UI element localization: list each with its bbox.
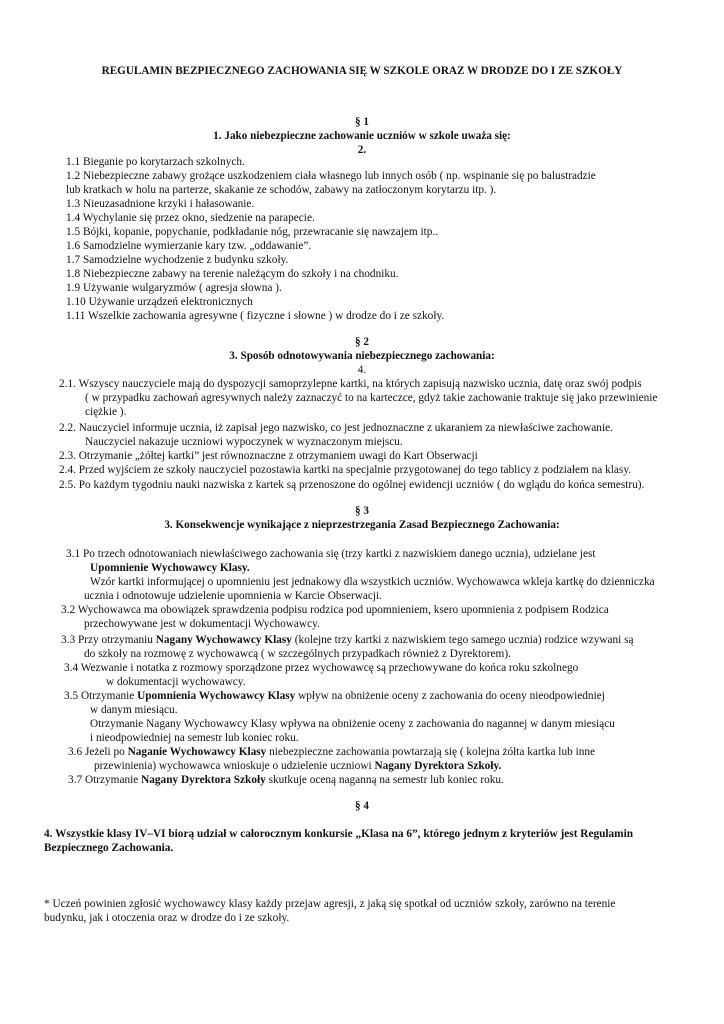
text-run: przewinienia) wychowawca wnioskuje o udzielenie uczniowi xyxy=(94,760,375,772)
footnote: * Uczeń powinien zgłosić wychowawcy klasy każdy przejaw agresji, z jaką się spotkał od uczniów szkoły, zarówno na terenie xyxy=(44,898,616,910)
list-item: Upomnienie Wychowawcy Klasy. xyxy=(90,562,250,574)
list-item: 3.2 Wychowawca ma obowiązek sprawdzenia podpisu rodzica pod upomnieniem, ksero upomnienia z podpisem Rodzica xyxy=(61,604,609,616)
list-item: 2.1. Wszyscy nauczyciele mają do dyspozycji samoprzylepne kartki, na których zapisują nazwisko ucznia, datę oraz swój podpis xyxy=(59,378,642,390)
section-4-text: 4. Wszystkie klasy IV–VI biorą udział w całorocznym konkursie „Klasa na 6”, którego jednym z kryteriów jest Regulamin xyxy=(44,828,634,840)
list-item: 2.2. Nauczyciel informuje ucznia, iż zapisał jego nazwisko, co jest jednoznaczne z ukaraniem za niewłaściwe zachowanie. xyxy=(59,422,613,434)
text-run: 3.5 Otrzymanie xyxy=(64,690,138,702)
section-3-mark: § 3 xyxy=(355,505,369,517)
list-item: do szkoły na rozmowę z wychowawcą ( w szczególnych przypadkach również z Dyrektorem). xyxy=(84,648,511,660)
text-run: (kolejne trzy kartki z nazwiskiem tego samego ucznia) rodzice wzywani są xyxy=(291,634,634,646)
list-item: 3.4 Wezwanie i notatka z rozmowy sporządzone przez wychowawcę są przechowywane do końca roku szkolnego xyxy=(64,662,579,674)
section-2-number: 4. xyxy=(357,364,367,376)
list-item: Otrzymanie Nagany Wychowawcy Klasy wpływa na obniżenie oceny z zachowania do nagannej w danym miesiącu xyxy=(90,718,615,730)
list-item xyxy=(68,773,504,787)
list-item: 3.1 Po trzech odnotowaniach niewłaściwego zachowania się (trzy kartki z nazwiskiem danego ucznia), udzielane jest xyxy=(66,548,596,560)
emphasis-text: Naganie Wychowawcy Klasy xyxy=(127,746,267,758)
emphasis-text: Upomnienia Wychowawcy Klasy xyxy=(137,690,296,702)
list-item: w dokumentacji wychowawcy. xyxy=(106,676,246,688)
list-item: i nieodpowiedniej na semestr lub koniec roku. xyxy=(90,732,299,744)
emphasis-text: Nagany Dyrektora Szkoły xyxy=(141,774,266,786)
document-title: REGULAMIN BEZPIECZNEGO ZACHOWANIA SIĘ W SZKOLE ORAZ W DRODZE DO I ZE SZKOŁY xyxy=(101,65,623,77)
section-2-heading: 3. Sposób odnotowywania niebezpiecznego zachowania: xyxy=(229,350,495,362)
section-4-mark: § 4 xyxy=(355,800,369,812)
list-item: 1.10 Używanie urządzeń elektronicznych xyxy=(66,296,253,308)
list-item: 1.8 Niebezpieczne zabawy na terenie należącym do szkoły i na chodniku. xyxy=(66,268,399,280)
list-item: 1.4 Wychylanie się przez okno, siedzenie na parapecie. xyxy=(66,212,315,224)
text-run: 3.3 Przy otrzymaniu xyxy=(61,634,156,646)
text-run: 3.6 Jeżeli po xyxy=(68,746,128,758)
footnote: budynku, jak i otoczenia oraz w drodze do i ze szkoły. xyxy=(44,912,290,924)
list-item: 2.4. Przed wyjściem ze szkoły nauczyciel pozostawia kartki na specjalnie przygotowanej do tego tablicy z podziałem na klasy. xyxy=(59,464,632,476)
emphasis-text: Nagany Wychowawcy Klasy xyxy=(155,634,292,646)
section-3-heading: 3. Konsekwencje wynikające z nieprzestrzegania Zasad Bezpiecznego Zachowania: xyxy=(164,519,560,531)
section-1-heading: 1. Jako niebezpieczne zachowanie uczniów w szkole uważa się: xyxy=(213,130,511,142)
list-item: ciężkie ). xyxy=(85,406,127,418)
section-4-text: Bezpiecznego Zachowania. xyxy=(44,842,174,854)
list-item: Nauczyciel nakazuje uczniowi wypoczynek w wyznaczonym miejscu. xyxy=(85,436,403,448)
list-item xyxy=(68,745,595,759)
list-item: ucznia i odnotowuje udzielenie upomnienia w Karcie Obserwacji. xyxy=(84,590,383,602)
list-item xyxy=(94,759,501,773)
list-item: 1.11 Wszelkie zachowania agresywne ( fizyczne i słowne ) w drodze do i ze szkoły. xyxy=(66,310,445,322)
list-item: ( w przypadku zachowań agresywnych należy zaznaczyć to na karteczce, gdyż takie zachowanie traktuje się jako przewinienie xyxy=(85,392,658,404)
list-item xyxy=(61,633,634,647)
section-1-mark: § 1 xyxy=(355,116,369,128)
list-item: Wzór kartki informującej o upomnieniu jest jednakowy dla wszystkich uczniów. Wychowawca wkleja kartkę do dzienniczka xyxy=(90,576,655,588)
list-item: przechowywane jest w dokumentacji Wychowawcy. xyxy=(84,618,320,630)
text-run: niebezpieczne zachowania powtarzają się ( kolejna żółta kartka lub inne xyxy=(266,746,596,758)
list-item: 1.7 Samodzielne wychodzenie z budynku szkoły. xyxy=(66,254,289,266)
list-item: 1.3 Nieuzasadnione krzyki i hałasowanie. xyxy=(66,198,255,210)
text-run: wpływ na obniżenie oceny z zachowania do oceny nieodpowiedniej xyxy=(295,690,605,702)
list-item: 2.5. Po każdym tygodniu nauki nazwiska z kartek są przenoszone do ogólnej ewidencji uczniów ( do wglądu do końca semestru). xyxy=(59,479,645,491)
list-item xyxy=(64,689,605,703)
list-item: 2.3. Otrzymanie „żółtej kartki” jest równoznaczne z otrzymaniem uwagi do Kart Obserwacji xyxy=(59,450,478,462)
emphasis-text: Nagany Dyrektora Szkoły. xyxy=(374,760,502,772)
text-run: 3.7 Otrzymanie xyxy=(68,774,142,786)
list-item: 1.5 Bójki, kopanie, popychanie, podkładanie nóg, przewracanie się nawzajem itp.. xyxy=(66,226,439,238)
section-2-mark: § 2 xyxy=(355,336,369,348)
list-item: 1.9 Używanie wulgaryzmów ( agresja słowna ). xyxy=(66,282,282,294)
text-run: skutkuje oceną naganną na semestr lub koniec roku. xyxy=(265,774,504,786)
list-item: 1.1 Bieganie po korytarzach szkolnych. xyxy=(66,156,245,168)
list-item: w danym miesiącu. xyxy=(90,704,178,716)
section-1-number: 2. xyxy=(357,144,367,156)
list-item: 1.2 Niebezpieczne zabawy grożące uszkodzeniem ciała własnego lub innych osób ( np. wspinanie się po balustradzie xyxy=(66,170,596,182)
list-item: 1.6 Samodzielne wymierzanie kary tzw. „oddawanie”. xyxy=(66,240,312,252)
list-item: lub kratkach w holu na parterze, skakanie ze schodów, zabawy na zatłoczonym korytarzu itp. ). xyxy=(66,184,497,196)
